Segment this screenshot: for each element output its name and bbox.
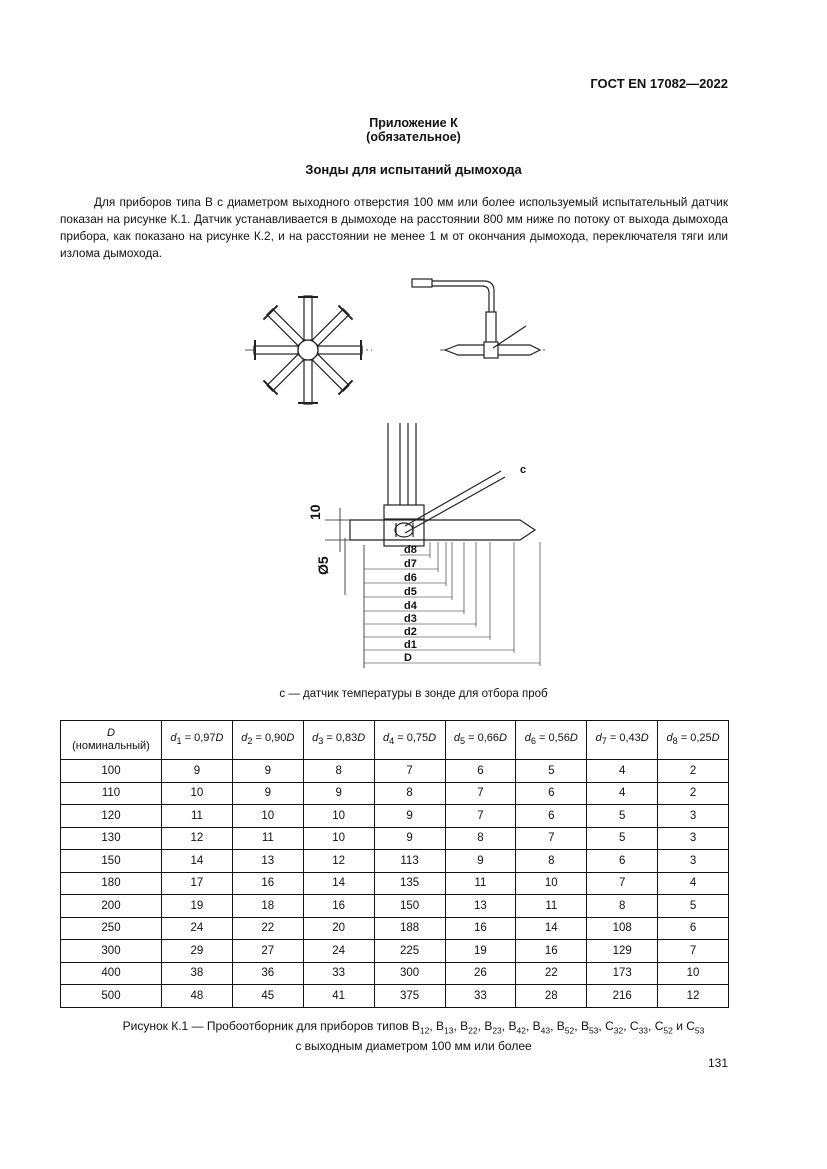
- header-d1: $d_1 = 0,97D$: [162, 721, 233, 760]
- table-cell: 10: [303, 827, 374, 850]
- figure-caption-line2: с выходным диаметром 100 мм или более: [295, 1039, 532, 1054]
- table-cell: 22: [516, 962, 587, 985]
- table-cell: 7: [445, 805, 516, 828]
- table-cell: 110: [61, 782, 162, 805]
- table-cell: 24: [162, 917, 233, 940]
- table-cell: 16: [445, 917, 516, 940]
- appendix-status: (обязательное): [366, 130, 461, 144]
- dim-label-d2: d2: [404, 626, 417, 638]
- table-row: [61, 782, 729, 805]
- table-cell: 6: [516, 782, 587, 805]
- dim-10-label: 10: [307, 504, 323, 520]
- header-d4: $d_4 = 0,75D$: [374, 721, 445, 760]
- dim-label-d1: d1: [404, 639, 417, 651]
- table-cell: 216: [587, 985, 658, 1008]
- label-c: c: [520, 464, 527, 476]
- table-cell: 188: [374, 917, 445, 940]
- table-cell: 13: [232, 850, 303, 873]
- intro-paragraph: Для приборов типа В с диаметром выходного отверстия 100 мм или более используемый испытательный датчик показан на рисунке К.1. Датчик устанавливается в дымоходе на расстоянии 800 мм ниже по потоку от выхода дымохода прибора, как показано на рисунке К.2, и на расстоянии не менее 1 м от окончания дымохода, переключателя тяги или излома дымохода.: [60, 195, 728, 260]
- table-cell: 45: [232, 985, 303, 1008]
- table-cell: 29: [162, 940, 233, 963]
- table-body: [61, 760, 729, 1008]
- table-cell: 11: [445, 872, 516, 895]
- table-cell: 200: [61, 895, 162, 918]
- table-cell: 13: [445, 895, 516, 918]
- table-cell: 500: [61, 985, 162, 1008]
- table-cell: 300: [61, 940, 162, 963]
- table-cell: 5: [658, 895, 729, 918]
- table-cell: 9: [374, 827, 445, 850]
- table-cell: 9: [303, 782, 374, 805]
- table-cell: 150: [374, 895, 445, 918]
- table-cell: 10: [516, 872, 587, 895]
- table-row: [61, 917, 729, 940]
- table-row: [61, 872, 729, 895]
- header-d6: $d_6 = 0,56D$: [516, 721, 587, 760]
- table-cell: 113: [374, 850, 445, 873]
- table-cell: 11: [516, 895, 587, 918]
- table-cell: 10: [303, 805, 374, 828]
- dim-label-d3: d3: [404, 613, 417, 625]
- table-cell: 108: [587, 917, 658, 940]
- table-cell: 10: [232, 805, 303, 828]
- table-cell: 130: [61, 827, 162, 850]
- dim-label-d4: d4: [404, 600, 417, 612]
- table-cell: 7: [516, 827, 587, 850]
- table-cell: 2: [658, 760, 729, 783]
- table-cell: 5: [587, 827, 658, 850]
- table-cell: 14: [162, 850, 233, 873]
- table-cell: 225: [374, 940, 445, 963]
- legend-c: с — датчик температуры в зонде для отбора проб: [279, 688, 548, 700]
- table-row: [61, 985, 729, 1008]
- dim-5-label: Ø5: [315, 556, 331, 575]
- table-cell: 4: [587, 760, 658, 783]
- table-cell: 120: [61, 805, 162, 828]
- section-title: Зонды для испытаний дымохода: [305, 162, 522, 177]
- table-cell: 9: [232, 760, 303, 783]
- table-cell: 100: [61, 760, 162, 783]
- table-row: [61, 760, 729, 783]
- dim-label-d8: d8: [404, 544, 417, 556]
- table-cell: 16: [232, 872, 303, 895]
- table-row: [61, 827, 729, 850]
- table-cell: 28: [516, 985, 587, 1008]
- table-cell: 20: [303, 917, 374, 940]
- table-cell: 129: [587, 940, 658, 963]
- table-row: [61, 805, 729, 828]
- table-cell: 10: [658, 962, 729, 985]
- table-cell: 3: [658, 805, 729, 828]
- table-cell: 7: [445, 782, 516, 805]
- table-cell: 375: [374, 985, 445, 1008]
- table-row: [61, 895, 729, 918]
- table-cell: 6: [445, 760, 516, 783]
- table-cell: 8: [303, 760, 374, 783]
- table-cell: 8: [516, 850, 587, 873]
- table-cell: 12: [303, 850, 374, 873]
- table-cell: 16: [303, 895, 374, 918]
- table-cell: 19: [162, 895, 233, 918]
- dim-label-d7: d7: [404, 558, 417, 570]
- table-cell: 9: [445, 850, 516, 873]
- table-cell: 3: [658, 827, 729, 850]
- table-cell: 14: [303, 872, 374, 895]
- table-cell: 5: [587, 805, 658, 828]
- table-cell: 4: [658, 872, 729, 895]
- table-cell: 26: [445, 962, 516, 985]
- table-header-row: [61, 721, 729, 760]
- table-cell: 3: [658, 850, 729, 873]
- table-cell: 9: [232, 782, 303, 805]
- table-cell: 18: [232, 895, 303, 918]
- table-cell: 10: [162, 782, 233, 805]
- header-d5: $d_5 = 0,66D$: [445, 721, 516, 760]
- table-cell: 8: [374, 782, 445, 805]
- dim-label-d6: d6: [404, 572, 417, 584]
- table-cell: 250: [61, 917, 162, 940]
- side-probe-view: [412, 279, 545, 358]
- table-cell: 9: [162, 760, 233, 783]
- header-d2: $d_2 = 0,90D$: [232, 721, 303, 760]
- table-cell: 7: [658, 940, 729, 963]
- table-cell: 48: [162, 985, 233, 1008]
- table-cell: 12: [658, 985, 729, 1008]
- table-cell: 11: [232, 827, 303, 850]
- table-cell: 22: [232, 917, 303, 940]
- dim-label-D: D: [404, 652, 412, 664]
- table-cell: 41: [303, 985, 374, 1008]
- page-number: 131: [707, 1056, 728, 1070]
- table-cell: 33: [445, 985, 516, 1008]
- table-cell: 5: [516, 760, 587, 783]
- figure-caption-line1: Рисунок К.1 — Пробоотборник для приборов типов $B_{12}$, $B_{13}$, $B_{22}$, $B_{23}$, $B_{42}$, $B_{43}$, $B_{52}$, $B_{53}$, $C_{32}$, $C_{33}$, $C_{52}$ и $C_{53}$: [122, 1019, 705, 1036]
- table-cell: 38: [162, 962, 233, 985]
- table-cell: 17: [162, 872, 233, 895]
- table-row: [61, 962, 729, 985]
- header-d7: $d_7 = 0,43D$: [587, 721, 658, 760]
- table-cell: 16: [516, 940, 587, 963]
- table-cell: 6: [516, 805, 587, 828]
- table-cell: 8: [445, 827, 516, 850]
- header-d3: $d_3 = 0,83D$: [303, 721, 374, 760]
- dimensions-table: [60, 720, 729, 1008]
- dim-label-d5: d5: [404, 586, 417, 598]
- table-cell: 150: [61, 850, 162, 873]
- table-cell: 2: [658, 782, 729, 805]
- table-cell: 6: [587, 850, 658, 873]
- star-probe-view: [245, 296, 372, 404]
- table-cell: 7: [587, 872, 658, 895]
- table-cell: 400: [61, 962, 162, 985]
- table-cell: 135: [374, 872, 445, 895]
- table-cell: 14: [516, 917, 587, 940]
- table-cell: 19: [445, 940, 516, 963]
- table-row: [61, 850, 729, 873]
- standard-header: ГОСТ EN 17082—2022: [590, 76, 728, 91]
- table-cell: 300: [374, 962, 445, 985]
- table-row: [61, 940, 729, 963]
- table-cell: 4: [587, 782, 658, 805]
- appendix-title: Приложение К: [369, 116, 458, 130]
- figure-caption: [0, 1018, 827, 1054]
- table-cell: 12: [162, 827, 233, 850]
- table-cell: 36: [232, 962, 303, 985]
- header-d8: $d_8 = 0,25D$: [658, 721, 729, 760]
- table-cell: 27: [232, 940, 303, 963]
- table-cell: 33: [303, 962, 374, 985]
- table-cell: 24: [303, 940, 374, 963]
- table-cell: 8: [587, 895, 658, 918]
- table-cell: 7: [374, 760, 445, 783]
- table-cell: 180: [61, 872, 162, 895]
- table-cell: 6: [658, 917, 729, 940]
- header-D: D (номинальный): [61, 721, 162, 760]
- probe-detail-view: [325, 423, 540, 668]
- table-cell: 11: [162, 805, 233, 828]
- table-cell: 173: [587, 962, 658, 985]
- table-cell: 9: [374, 805, 445, 828]
